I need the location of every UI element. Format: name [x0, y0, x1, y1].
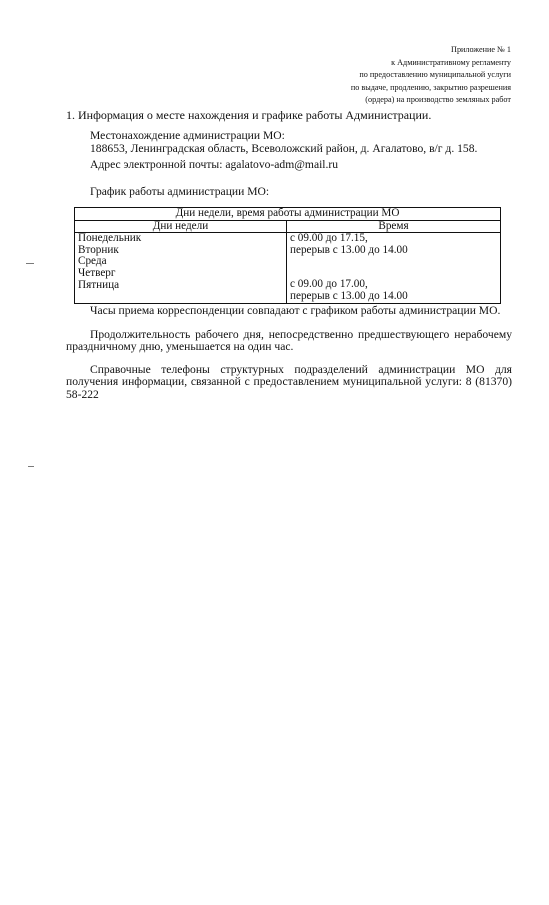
scan-artifact — [28, 466, 34, 467]
header-line: Приложение № 1 — [451, 45, 511, 54]
day-label: Вторник — [78, 243, 119, 256]
email-line — [66, 159, 512, 172]
appendix-header — [211, 44, 511, 107]
email-label: Адрес электронной почты: — [90, 157, 223, 171]
schedule-title: График работы администрации МО: — [90, 185, 270, 198]
pre-holiday-paragraph: Продолжительность рабочего дня, непосредственно предшествующего нерабочему праздничному дню, уменьшается на один час. — [66, 328, 512, 354]
days-cell — [75, 233, 287, 303]
table-header-row — [75, 220, 501, 233]
day-label: Понедельник — [78, 232, 142, 245]
day-label: Пятница — [78, 278, 120, 291]
time-mon-thu-hours: с 09.00 до 17.15, — [290, 232, 368, 245]
location-block — [66, 130, 512, 171]
location-address: 188653, Ленинградская область, Всеволожский район, д. Агалатово, в/г д. 158. — [90, 141, 478, 155]
table-caption-row — [75, 208, 501, 221]
header-line: (ордера) на производство земляных работ — [365, 95, 511, 105]
column-header-days: Дни недели — [75, 220, 287, 233]
schedule-table — [74, 207, 501, 304]
time-fri-break: перерыв с 13.00 до 14.00 — [290, 289, 408, 302]
table-caption: Дни недели, время работы администрации МО — [75, 208, 501, 221]
header-line: по выдаче, продлению, закрытию разрешения — [350, 82, 511, 92]
time-mon-thu-break: перерыв с 13.00 до 14.00 — [290, 243, 408, 256]
time-cell — [287, 233, 501, 303]
day-label: Среда — [78, 255, 107, 268]
table-row — [75, 233, 501, 303]
correspondence-paragraph: Часы приема корреспонденции совпадают с графиком работы администрации МО. — [90, 304, 501, 317]
header-line: к Административному регламенту — [391, 57, 511, 67]
time-fri-hours: с 09.00 до 17.00, — [290, 278, 368, 291]
scan-artifact — [26, 263, 34, 264]
phones-paragraph: Справочные телефоны структурных подразделений администрации МО для получения информации, связанной с предоставлением муниципальной услуги: 8 (81370) 58-222 — [66, 363, 512, 401]
day-label: Четверг — [78, 266, 116, 279]
email-address: agalatovo-adm@mail.ru — [225, 157, 339, 171]
column-header-time: Время — [287, 220, 501, 233]
location-label: Местонахождение администрации МО: — [90, 129, 285, 142]
header-line: по предоставлению муниципальной услуги — [359, 70, 511, 80]
section-title: 1. Информация о месте нахождения и графике работы Администрации. — [66, 108, 432, 122]
